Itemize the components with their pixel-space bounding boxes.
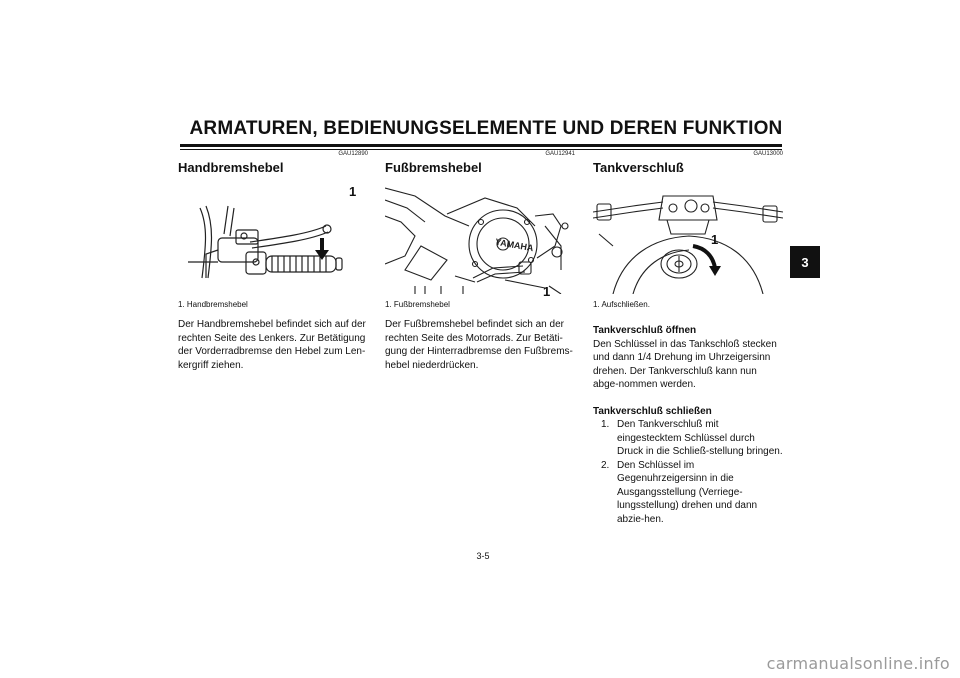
section-code: GAU12890 [338, 151, 368, 157]
page-number: 3-5 [476, 551, 490, 561]
fuel-cap-illustration [593, 186, 783, 294]
section-body [593, 324, 783, 526]
foot-brake-illustration [385, 186, 575, 294]
open-text: Den Schlüssel in das Tankschloß stecken und dann 1/4 Drehung im Uhrzeigersinn drehen. Der Tankverschluß kann nun abge-nommen werden. [593, 338, 777, 390]
section-title: Tankverschluß [593, 160, 684, 175]
section-body-text: Der Handbremshebel befindet sich auf der rechten Seite des Lenkers. Zur Betätigung der Vorderradbremse den Hebel zum Len-kergriff ziehen. [178, 319, 366, 371]
figure-caption: 1. Handbremshebel [178, 300, 248, 309]
section-handbremshebel [178, 150, 368, 372]
header-rule [180, 144, 782, 147]
step-text: Den Schlüssel im Gegenuhrzeigersinn in die Ausgangsstellung (Verriege-lungsstellung) drehen und dann abzie-hen. [617, 459, 758, 525]
clockwise-arrow-icon [693, 246, 715, 268]
figure-callout-1: 1 [543, 284, 551, 299]
figure-callout-1: 1 [349, 184, 357, 199]
figure-caption: 1. Fußbremshebel [385, 300, 450, 309]
step-text: Den Tankverschluß mit eingestecktem Schlüssel durch Druck in die Schließ-stellung bringen. [617, 419, 783, 457]
section-title: Fußbremshebel [385, 160, 482, 175]
arrow-head-icon [709, 266, 721, 276]
page-header-title: ARMATUREN, BEDIENUNGSELEMENTE UND DEREN FUNKTION [189, 118, 783, 139]
section-title: Handbremshebel [178, 160, 284, 175]
section-tankverschluss [593, 150, 783, 526]
list-item [593, 418, 783, 459]
section-code: GAU12941 [545, 151, 575, 157]
section-code: GAU13000 [753, 151, 783, 157]
watermark[interactable]: carmanualsonline.info [766, 654, 950, 673]
engine-brand-logo: YAMAHA [494, 236, 535, 254]
figure-handbrake-lever [178, 186, 368, 294]
down-arrow-icon [315, 238, 329, 260]
step-number: 1. [601, 419, 610, 430]
close-heading: Tankverschluß schließen [593, 405, 712, 417]
chapter-tab[interactable]: 3 [790, 246, 820, 278]
open-heading: Tankverschluß öffnen [593, 325, 697, 336]
section-fussbremshebel [385, 150, 575, 372]
close-steps-list [593, 418, 783, 526]
figure-caption: 1. Aufschließen. [593, 300, 650, 309]
list-item [593, 459, 783, 527]
figure-fuel-tank-cap [593, 186, 783, 294]
section-body-text: Der Fußbremshebel befindet sich an der rechten Seite des Motorrads. Zur Betäti-gung der Hinterradbremse den Fußbrems-hebel niederdrücken. [385, 319, 573, 371]
step-number: 2. [601, 459, 610, 471]
figure-callout-1: 1 [711, 232, 719, 247]
handbrake-lever-illustration [178, 186, 368, 294]
figure-foot-brake-lever [385, 186, 575, 299]
